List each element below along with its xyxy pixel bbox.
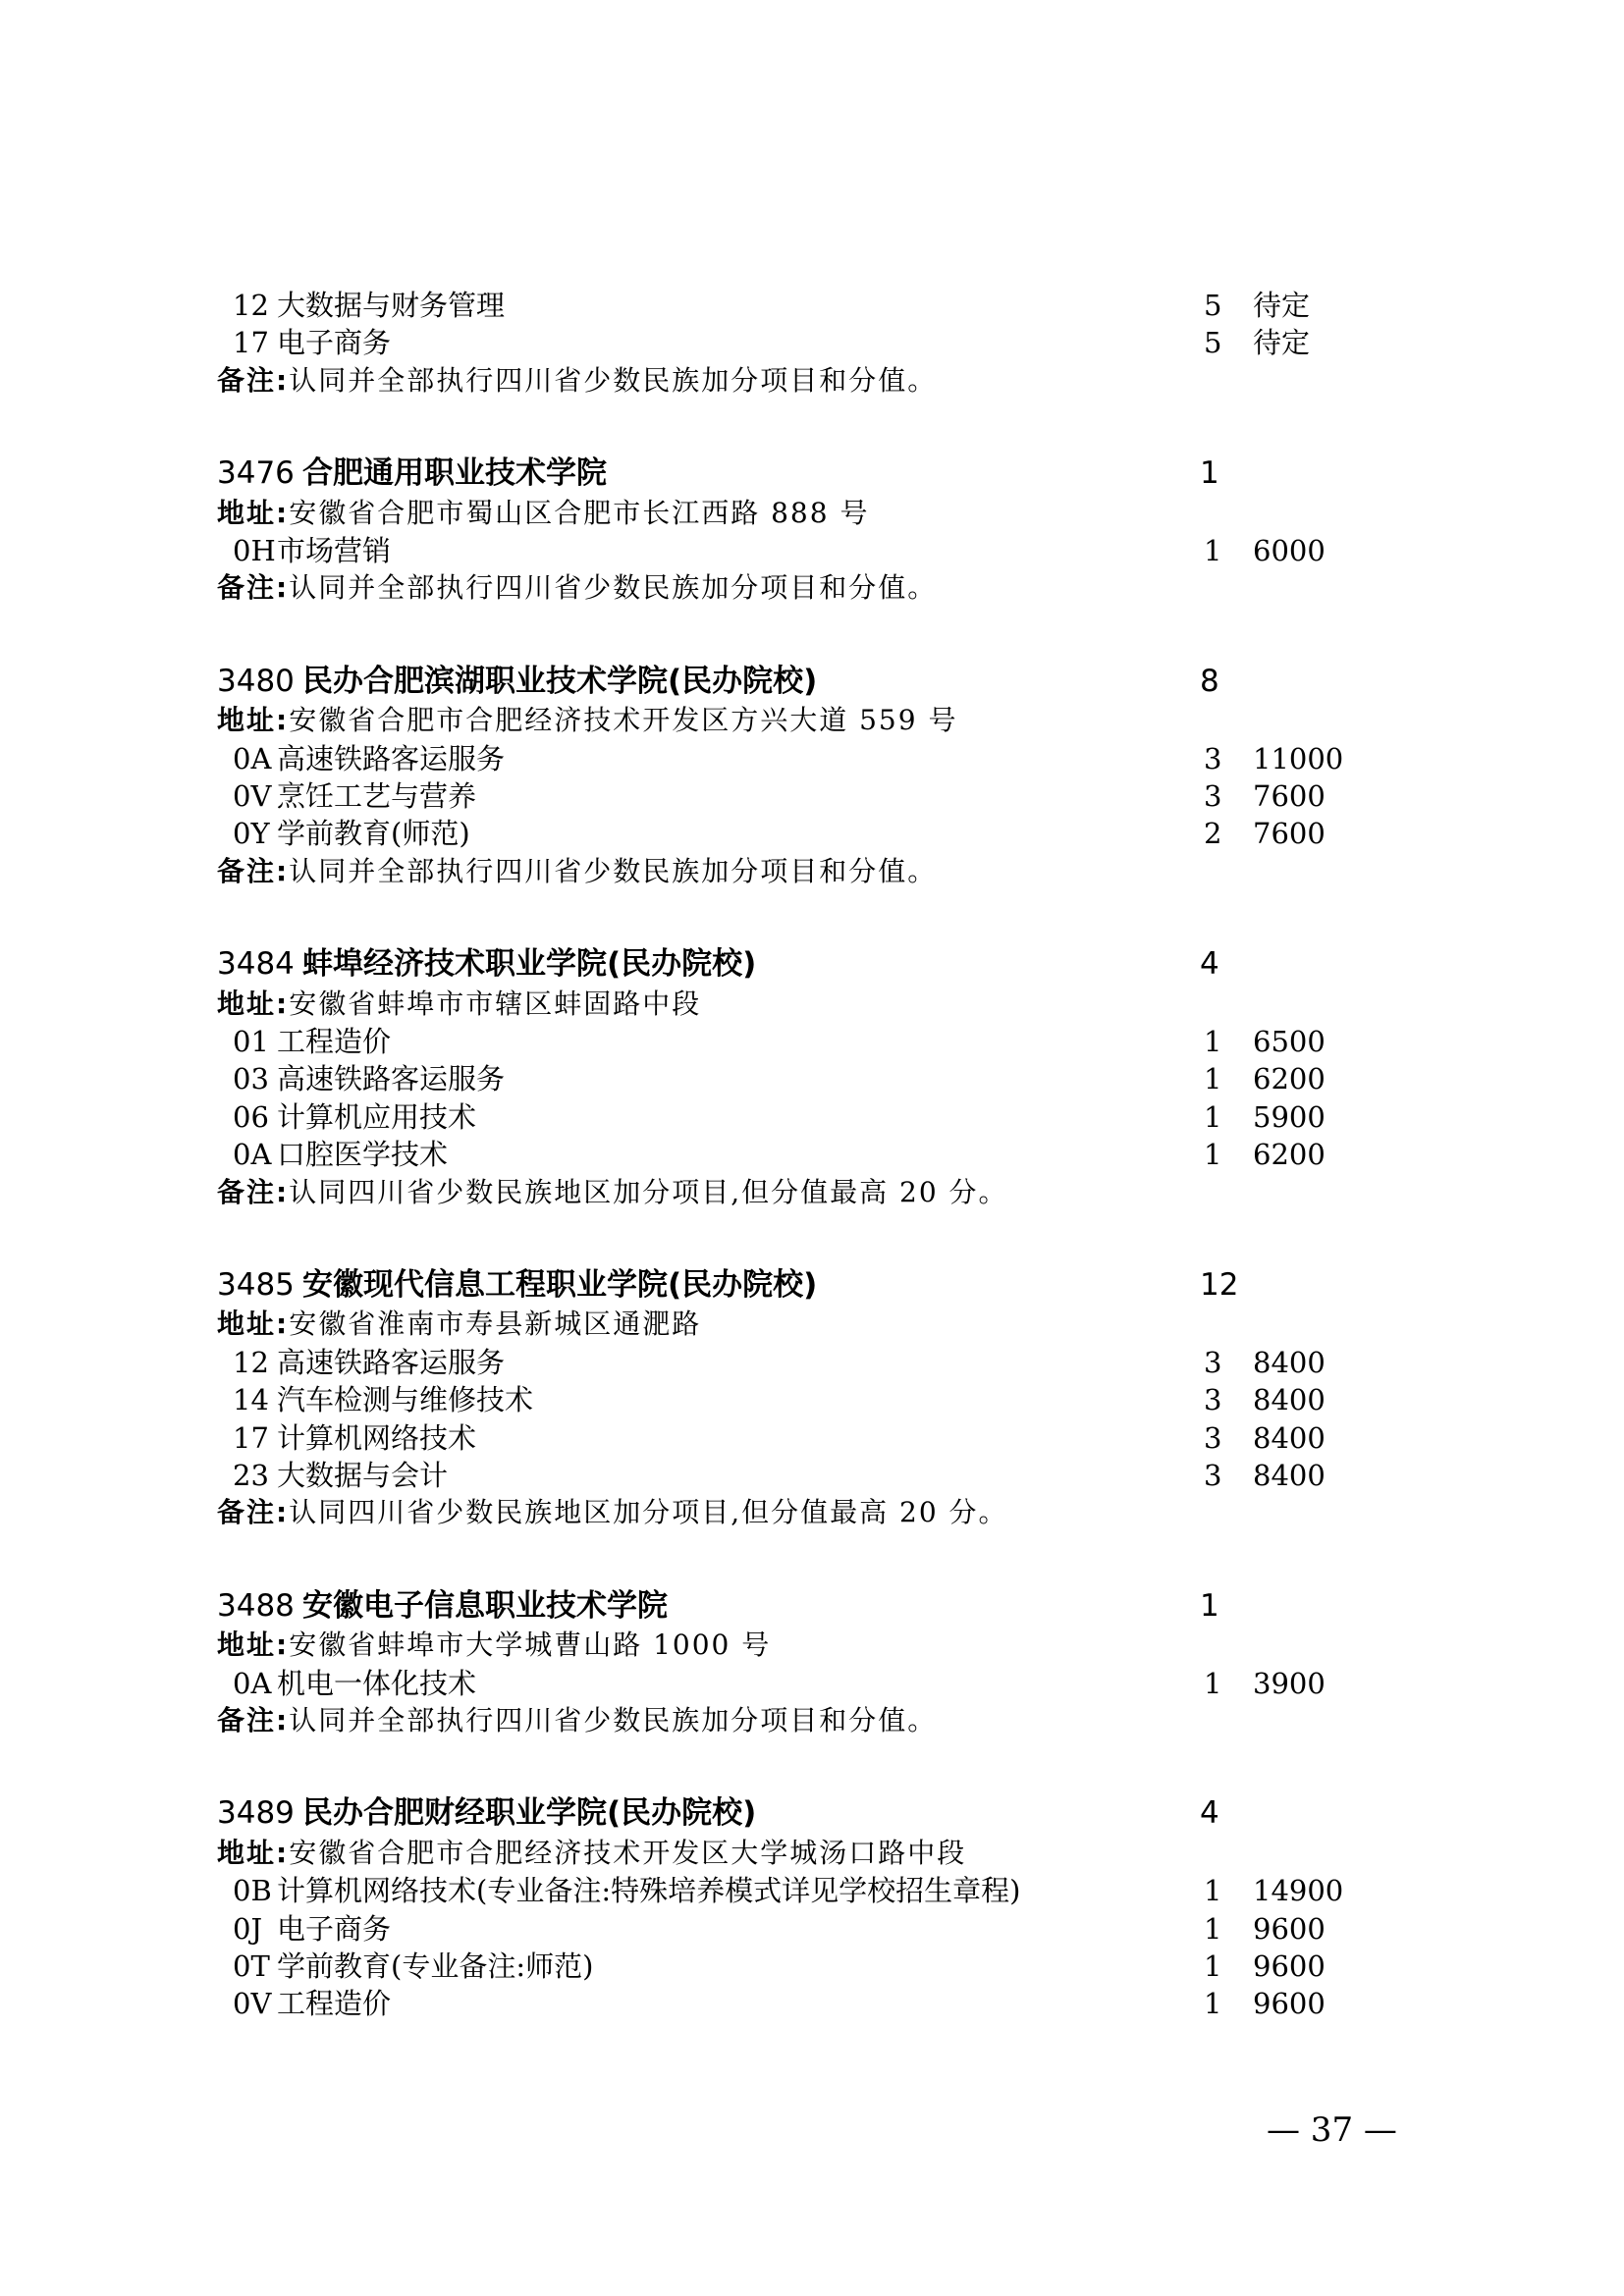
major-name: 计算机应用技术 [277, 1100, 477, 1134]
major-code: 0A [233, 742, 272, 775]
major-name: 大数据与财务管理 [277, 289, 506, 322]
address-value: 安徽省蚌埠市市辖区蚌固路中段 [289, 988, 702, 1020]
major-row [0, 1910, 1624, 1948]
major-fee: 8400 [1253, 1459, 1326, 1492]
school-note [0, 1494, 1624, 1531]
major-fee: 8400 [1253, 1383, 1326, 1416]
school-name: 安徽现代信息工程职业学院(民办院校) [302, 1267, 818, 1303]
major-quota: 1 [1204, 534, 1222, 567]
note-text [217, 853, 937, 890]
note-value: 认同并全部执行四川省少数民族加分项目和分值。 [289, 1704, 938, 1736]
major-code: 0A [233, 1667, 272, 1700]
major-fee: 3900 [1253, 1667, 1326, 1700]
major-name: 电子商务 [277, 1912, 392, 1946]
major-code: 12 [233, 289, 269, 322]
major-row [0, 324, 1624, 361]
major-quota: 1 [1204, 1100, 1222, 1134]
address-text [217, 702, 957, 739]
major-quota: 1 [1204, 1138, 1222, 1171]
major-code: 0J [233, 1912, 263, 1946]
major-quota: 3 [1204, 1421, 1222, 1455]
major-row [0, 1665, 1624, 1702]
major-name: 高速铁路客运服务 [277, 1346, 506, 1379]
school-code: 3488 [217, 1588, 295, 1624]
major-fee: 待定 [1253, 289, 1311, 322]
major-code: 0A [233, 1138, 272, 1171]
major-row [0, 1023, 1624, 1060]
major-fee: 9600 [1253, 1912, 1326, 1946]
major-quota: 5 [1204, 326, 1222, 359]
major-fee: 9600 [1253, 1987, 1326, 2020]
note-text [217, 362, 937, 400]
major-fee: 7600 [1253, 817, 1326, 850]
school-header [0, 1266, 1624, 1304]
school-quota: 12 [1200, 1267, 1239, 1303]
major-code: 06 [233, 1100, 269, 1134]
major-name: 高速铁路客运服务 [277, 1062, 506, 1095]
note-value: 认同四川省少数民族地区加分项目,但分值最高 20 分。 [289, 1496, 1008, 1528]
major-quota: 2 [1204, 817, 1222, 850]
major-quota: 3 [1204, 1346, 1222, 1379]
school-quota: 1 [1200, 455, 1219, 491]
school-name: 民办合肥滨湖职业技术学院(民办院校) [302, 664, 818, 699]
major-fee: 11000 [1253, 742, 1344, 775]
school-note [0, 1174, 1624, 1211]
major-quota: 1 [1204, 1874, 1222, 1907]
major-fee: 7600 [1253, 779, 1326, 813]
address-label: 地址: [217, 1837, 290, 1869]
major-name: 高速铁路客运服务 [277, 742, 506, 775]
major-code: 0B [233, 1874, 272, 1907]
address-text [217, 986, 701, 1023]
major-fee: 6200 [1253, 1138, 1326, 1171]
address-label: 地址: [217, 1308, 290, 1340]
note-value: 认同并全部执行四川省少数民族加分项目和分值。 [289, 571, 938, 604]
major-name: 大数据与会计 [277, 1459, 449, 1492]
major-fee: 8400 [1253, 1421, 1326, 1455]
major-row [0, 1381, 1624, 1418]
major-fee: 8400 [1253, 1346, 1326, 1379]
address-value: 安徽省淮南市寿县新城区通淝路 [289, 1308, 702, 1340]
address-label: 地址: [217, 988, 290, 1020]
address-text [217, 495, 869, 532]
note-text [217, 1702, 937, 1739]
school-quota: 1 [1200, 1588, 1219, 1624]
major-code: 17 [233, 326, 269, 359]
major-row [0, 740, 1624, 777]
address-value: 安徽省蚌埠市大学城曹山路 1000 号 [289, 1629, 772, 1661]
school-note [0, 853, 1624, 890]
address-label: 地址: [217, 497, 290, 529]
note-label: 备注: [217, 1496, 290, 1528]
major-fee: 5900 [1253, 1100, 1326, 1134]
school-quota: 4 [1200, 946, 1219, 982]
major-fee: 待定 [1253, 326, 1311, 359]
address-text [217, 1627, 771, 1664]
major-fee: 6200 [1253, 1062, 1326, 1095]
major-code: 03 [233, 1062, 269, 1095]
note-value: 认同并全部执行四川省少数民族加分项目和分值。 [289, 855, 938, 887]
note-text [217, 569, 937, 607]
school-address [0, 702, 1624, 739]
major-name: 机电一体化技术 [277, 1667, 477, 1700]
note-text [217, 1174, 1008, 1211]
school-code: 3485 [217, 1267, 295, 1303]
note-value: 认同并全部执行四川省少数民族加分项目和分值。 [289, 364, 938, 397]
major-row [0, 1136, 1624, 1173]
note-label: 备注: [217, 1704, 290, 1736]
school-header [0, 663, 1624, 700]
major-quota: 5 [1204, 289, 1222, 322]
address-value: 安徽省合肥市合肥经济技术开发区方兴大道 559 号 [289, 704, 958, 736]
major-code: 23 [233, 1459, 269, 1492]
major-quota: 1 [1204, 1062, 1222, 1095]
major-code: 0H [233, 534, 276, 567]
major-name: 计算机网络技术(专业备注:特殊培养模式详见学校招生章程) [277, 1874, 1021, 1907]
school-note [0, 362, 1624, 400]
note-value: 认同四川省少数民族地区加分项目,但分值最高 20 分。 [289, 1176, 1008, 1208]
address-text [217, 1835, 966, 1872]
major-quota: 1 [1204, 1667, 1222, 1700]
major-name: 口腔医学技术 [277, 1138, 449, 1171]
major-code: 0V [233, 1987, 272, 2020]
school-note [0, 569, 1624, 607]
school-address [0, 1306, 1624, 1343]
major-name: 工程造价 [277, 1987, 392, 2020]
major-fee: 9600 [1253, 1949, 1326, 1983]
major-row [0, 1098, 1624, 1136]
major-row [0, 1457, 1624, 1494]
address-value: 安徽省合肥市合肥经济技术开发区大学城汤口路中段 [289, 1837, 967, 1869]
major-code: 0Y [233, 817, 270, 850]
major-code: 01 [233, 1025, 269, 1058]
school-address [0, 495, 1624, 532]
note-text [217, 1494, 1008, 1531]
major-quota: 1 [1204, 1025, 1222, 1058]
major-quota: 3 [1204, 1459, 1222, 1492]
major-row [0, 1344, 1624, 1381]
school-code: 3489 [217, 1795, 295, 1831]
major-name: 市场营销 [277, 534, 392, 567]
school-quota: 4 [1200, 1795, 1219, 1831]
major-row [0, 532, 1624, 569]
major-row [0, 1985, 1624, 2022]
page-number: — 37 — [1267, 2110, 1397, 2150]
major-name: 电子商务 [277, 326, 392, 359]
school-note [0, 1702, 1624, 1739]
school-address [0, 986, 1624, 1023]
address-label: 地址: [217, 1629, 290, 1661]
school-name: 合肥通用职业技术学院 [302, 455, 607, 491]
school-name: 民办合肥财经职业学院(民办院校) [302, 1795, 757, 1831]
major-code: 17 [233, 1421, 269, 1455]
major-row [0, 1872, 1624, 1909]
major-quota: 1 [1204, 1949, 1222, 1983]
school-code: 3476 [217, 455, 295, 491]
note-label: 备注: [217, 1176, 290, 1208]
school-header [0, 1587, 1624, 1625]
school-address [0, 1835, 1624, 1872]
major-quota: 1 [1204, 1912, 1222, 1946]
major-fee: 14900 [1253, 1874, 1344, 1907]
major-row [0, 777, 1624, 815]
major-code: 14 [233, 1383, 269, 1416]
major-fee: 6000 [1253, 534, 1326, 567]
major-row [0, 1060, 1624, 1097]
note-label: 备注: [217, 571, 290, 604]
major-name: 学前教育(专业备注:师范) [277, 1949, 594, 1983]
school-code: 3484 [217, 946, 295, 982]
major-name: 烹饪工艺与营养 [277, 779, 477, 813]
major-fee: 6500 [1253, 1025, 1326, 1058]
school-code: 3480 [217, 664, 295, 699]
school-header [0, 945, 1624, 983]
major-row [0, 287, 1624, 324]
address-value: 安徽省合肥市蜀山区合肥市长江西路 888 号 [289, 497, 870, 529]
major-code: 0T [233, 1949, 270, 1983]
school-address [0, 1627, 1624, 1664]
school-header [0, 1794, 1624, 1832]
major-quota: 3 [1204, 1383, 1222, 1416]
major-row [0, 1948, 1624, 1985]
note-label: 备注: [217, 855, 290, 887]
note-label: 备注: [217, 364, 290, 397]
major-name: 学前教育(师范) [277, 817, 470, 850]
school-name: 安徽电子信息职业技术学院 [302, 1588, 668, 1624]
address-text [217, 1306, 701, 1343]
major-quota: 3 [1204, 742, 1222, 775]
major-code: 0V [233, 779, 272, 813]
major-quota: 3 [1204, 779, 1222, 813]
school-quota: 8 [1200, 664, 1219, 699]
address-label: 地址: [217, 704, 290, 736]
major-code: 12 [233, 1346, 269, 1379]
school-header [0, 454, 1624, 492]
major-name: 工程造价 [277, 1025, 392, 1058]
major-name: 汽车检测与维修技术 [277, 1383, 534, 1416]
school-name: 蚌埠经济技术职业学院(民办院校) [302, 946, 757, 982]
major-row [0, 815, 1624, 852]
major-row [0, 1419, 1624, 1457]
major-name: 计算机网络技术 [277, 1421, 477, 1455]
major-quota: 1 [1204, 1987, 1222, 2020]
